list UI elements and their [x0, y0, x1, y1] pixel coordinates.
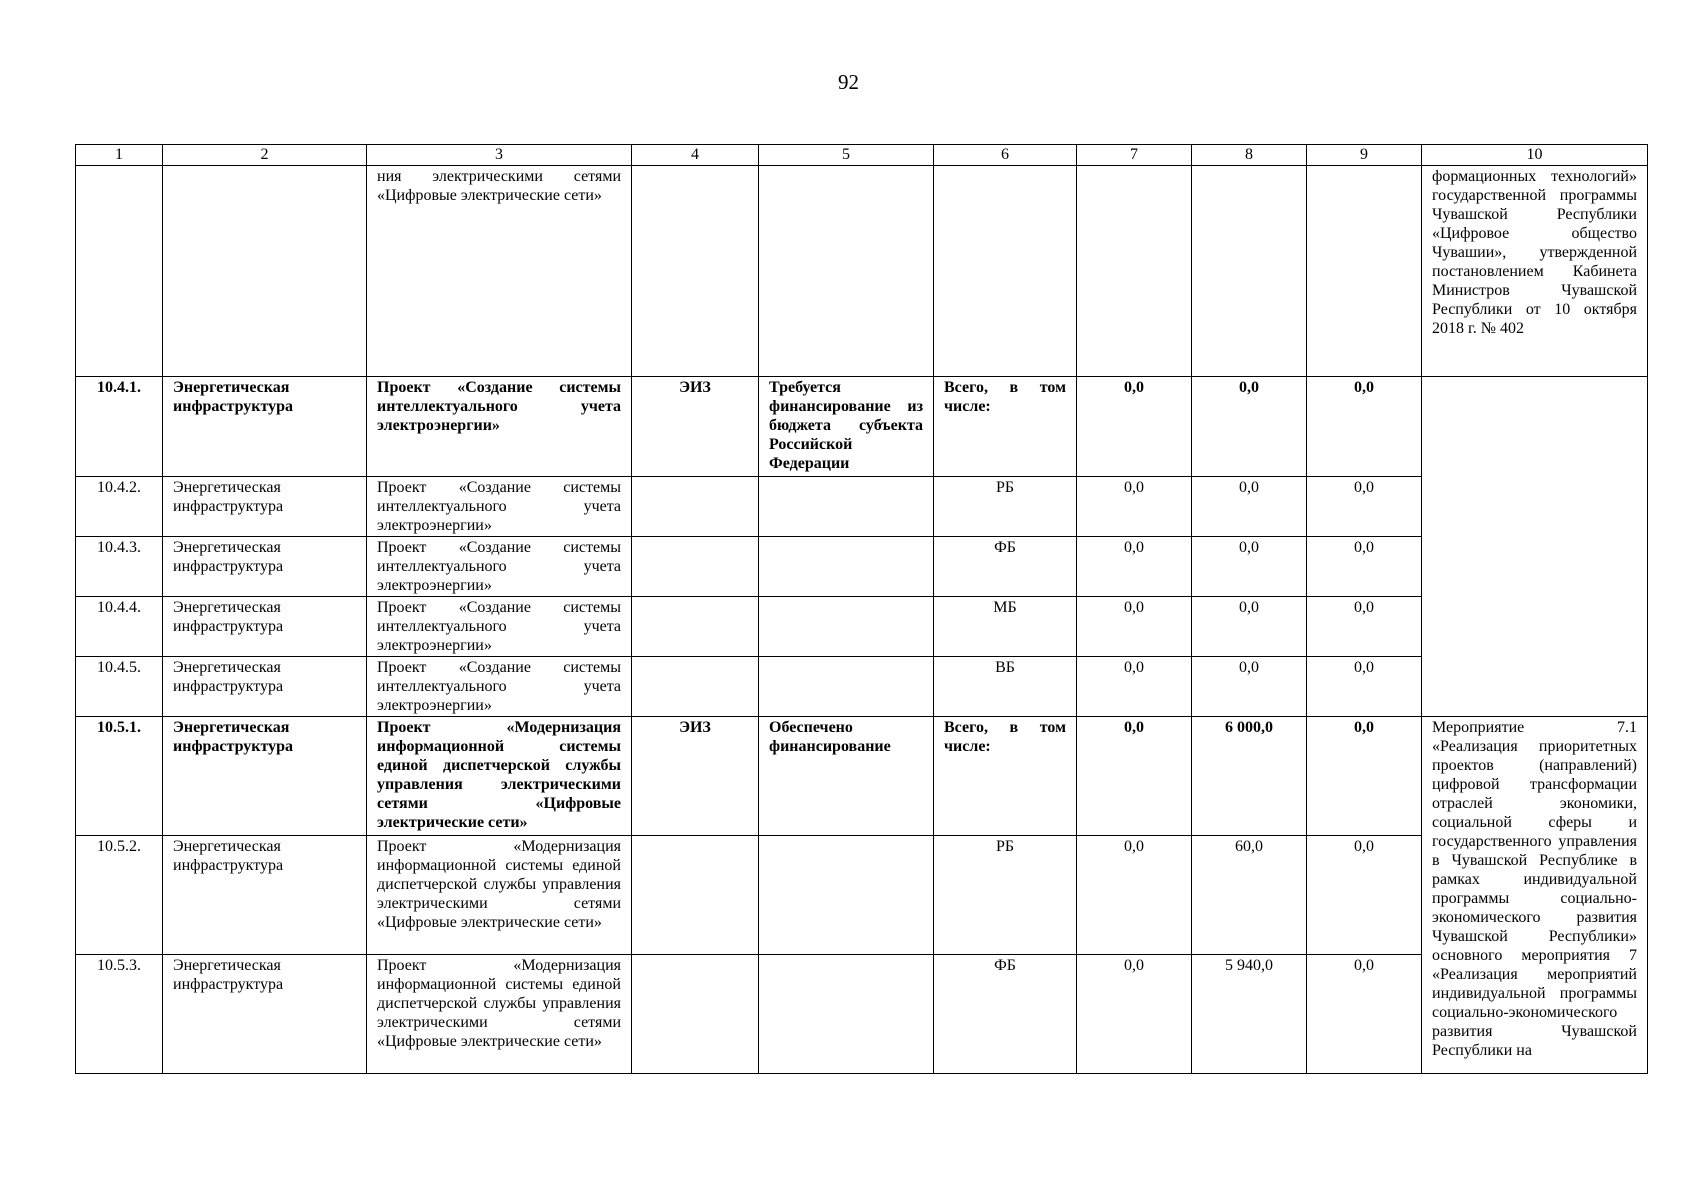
- status-cell: Требуется финансирование из бюджета субъекта Российской Федерации: [759, 377, 934, 477]
- code-cell: [632, 955, 759, 1074]
- row-number: 10.4.4.: [76, 597, 163, 657]
- source-cell: Всего, в том числе:: [934, 717, 1077, 836]
- col-header: 9: [1307, 145, 1422, 166]
- value-cell: 0,0: [1077, 537, 1192, 597]
- source-cell: ФБ: [934, 537, 1077, 597]
- code-cell: [632, 477, 759, 537]
- table-row: [76, 377, 1648, 477]
- header-row: [76, 145, 1648, 166]
- value-cell: 0,0: [1077, 657, 1192, 717]
- value-cell: 6 000,0: [1192, 717, 1307, 836]
- col-header: 7: [1077, 145, 1192, 166]
- value-cell: 0,0: [1192, 477, 1307, 537]
- source-cell: ВБ: [934, 657, 1077, 717]
- col-header: 5: [759, 145, 934, 166]
- status-cell: [759, 597, 934, 657]
- source-cell: РБ: [934, 836, 1077, 955]
- table-row: [76, 477, 1648, 537]
- row-number: 10.5.2.: [76, 836, 163, 955]
- value-cell: 0,0: [1077, 597, 1192, 657]
- note-cell: формационных технологий» государственной программы Чувашской Республики «Цифровое общество Чувашии», утвержденной постановлением Кабинета Министров Чувашской Республики от 10 октября 2018 г. № 402: [1422, 166, 1648, 377]
- value-cell: 0,0: [1077, 836, 1192, 955]
- table-row: [76, 657, 1648, 717]
- project-cell: Проект «Создание системы интеллектуального учета электроэнергии»: [367, 597, 632, 657]
- value-cell: 0,0: [1307, 836, 1422, 955]
- source-cell: РБ: [934, 477, 1077, 537]
- area-cell: Энергетическая инфраструктура: [163, 477, 367, 537]
- table-row: [76, 537, 1648, 597]
- row-number: 10.5.1.: [76, 717, 163, 836]
- code-cell: [632, 657, 759, 717]
- value-cell: 0,0: [1307, 537, 1422, 597]
- project-cell: Проект «Создание системы интеллектуального учета электроэнергии»: [367, 377, 632, 477]
- table-row: [76, 836, 1648, 955]
- value-cell: 0,0: [1077, 377, 1192, 477]
- col-header: 8: [1192, 145, 1307, 166]
- status-cell: [759, 657, 934, 717]
- area-cell: Энергетическая инфраструктура: [163, 597, 367, 657]
- value-cell: 0,0: [1192, 537, 1307, 597]
- area-cell: Энергетическая инфраструктура: [163, 836, 367, 955]
- col-header: 3: [367, 145, 632, 166]
- value-cell: 0,0: [1077, 477, 1192, 537]
- value-cell: 0,0: [1307, 657, 1422, 717]
- status-cell: [759, 477, 934, 537]
- status-cell: [759, 836, 934, 955]
- row-number: 10.4.3.: [76, 537, 163, 597]
- row-number: 10.4.1.: [76, 377, 163, 477]
- value-cell: 0,0: [1077, 955, 1192, 1074]
- value-cell: 0,0: [1307, 717, 1422, 836]
- code-cell: [632, 597, 759, 657]
- value-cell: 0,0: [1192, 597, 1307, 657]
- col-header: 1: [76, 145, 163, 166]
- code-cell: [632, 537, 759, 597]
- note-cell-empty: [1422, 377, 1648, 717]
- value-cell: 0,0: [1307, 597, 1422, 657]
- project-cell: Проект «Модернизация информационной системы единой диспетчерской службы управления электрическими сетями «Цифровые электрические сети»: [367, 717, 632, 836]
- source-cell: ФБ: [934, 955, 1077, 1074]
- status-cell: [759, 537, 934, 597]
- value-cell: 0,0: [1307, 477, 1422, 537]
- value-cell: 0,0: [1192, 377, 1307, 477]
- value-cell: 0,0: [1307, 377, 1422, 477]
- code-cell: ЭИЗ: [632, 377, 759, 477]
- col-header: 2: [163, 145, 367, 166]
- row-number: 10.4.2.: [76, 477, 163, 537]
- continuation-row: [76, 166, 1648, 377]
- row-number: 10.5.3.: [76, 955, 163, 1074]
- col-header: 10: [1422, 145, 1648, 166]
- code-cell: [632, 836, 759, 955]
- project-cell: Проект «Модернизация информационной системы единой диспетчерской службы управления электрическими сетями «Цифровые электрические сети»: [367, 836, 632, 955]
- value-cell: 0,0: [1077, 717, 1192, 836]
- page-number: 92: [838, 70, 859, 94]
- table-row: [76, 597, 1648, 657]
- project-cell: Проект «Модернизация информационной системы единой диспетчерской службы управления электрическими сетями «Цифровые электрические сети»: [367, 955, 632, 1074]
- col-header: 6: [934, 145, 1077, 166]
- project-cell: Проект «Создание системы интеллектуального учета электроэнергии»: [367, 537, 632, 597]
- value-cell: 60,0: [1192, 836, 1307, 955]
- source-cell: МБ: [934, 597, 1077, 657]
- table-row: [76, 717, 1648, 836]
- area-cell: Энергетическая инфраструктура: [163, 717, 367, 836]
- project-cell: ния электрическими сетями «Цифровые электрические сети»: [367, 166, 632, 377]
- area-cell: Энергетическая инфраструктура: [163, 657, 367, 717]
- note-cell: Мероприятие 7.1 «Реализация приоритетных проектов (направлений) цифровой трансформации отраслей экономики, социальной сферы и государственного управления в Чувашской Республике в рамках индивидуальной программы социально-экономического развития Чувашской Республики» основного мероприятия 7 «Реализация мероприятий индивидуальной программы социально-экономического развития Чувашской Республики на: [1422, 717, 1648, 1074]
- project-cell: Проект «Создание системы интеллектуального учета электроэнергии»: [367, 477, 632, 537]
- area-cell: Энергетическая инфраструктура: [163, 537, 367, 597]
- col-header: 4: [632, 145, 759, 166]
- value-cell: 0,0: [1307, 955, 1422, 1074]
- row-number: 10.4.5.: [76, 657, 163, 717]
- code-cell: ЭИЗ: [632, 717, 759, 836]
- source-cell: Всего, в том числе:: [934, 377, 1077, 477]
- table-row: [76, 955, 1648, 1074]
- value-cell: 0,0: [1192, 657, 1307, 717]
- status-cell: Обеспечено финансирование: [759, 717, 934, 836]
- project-cell: Проект «Создание системы интеллектуального учета электроэнергии»: [367, 657, 632, 717]
- status-cell: [759, 955, 934, 1074]
- area-cell: Энергетическая инфраструктура: [163, 955, 367, 1074]
- program-table: [75, 144, 1648, 1074]
- area-cell: Энергетическая инфраструктура: [163, 377, 367, 477]
- value-cell: 5 940,0: [1192, 955, 1307, 1074]
